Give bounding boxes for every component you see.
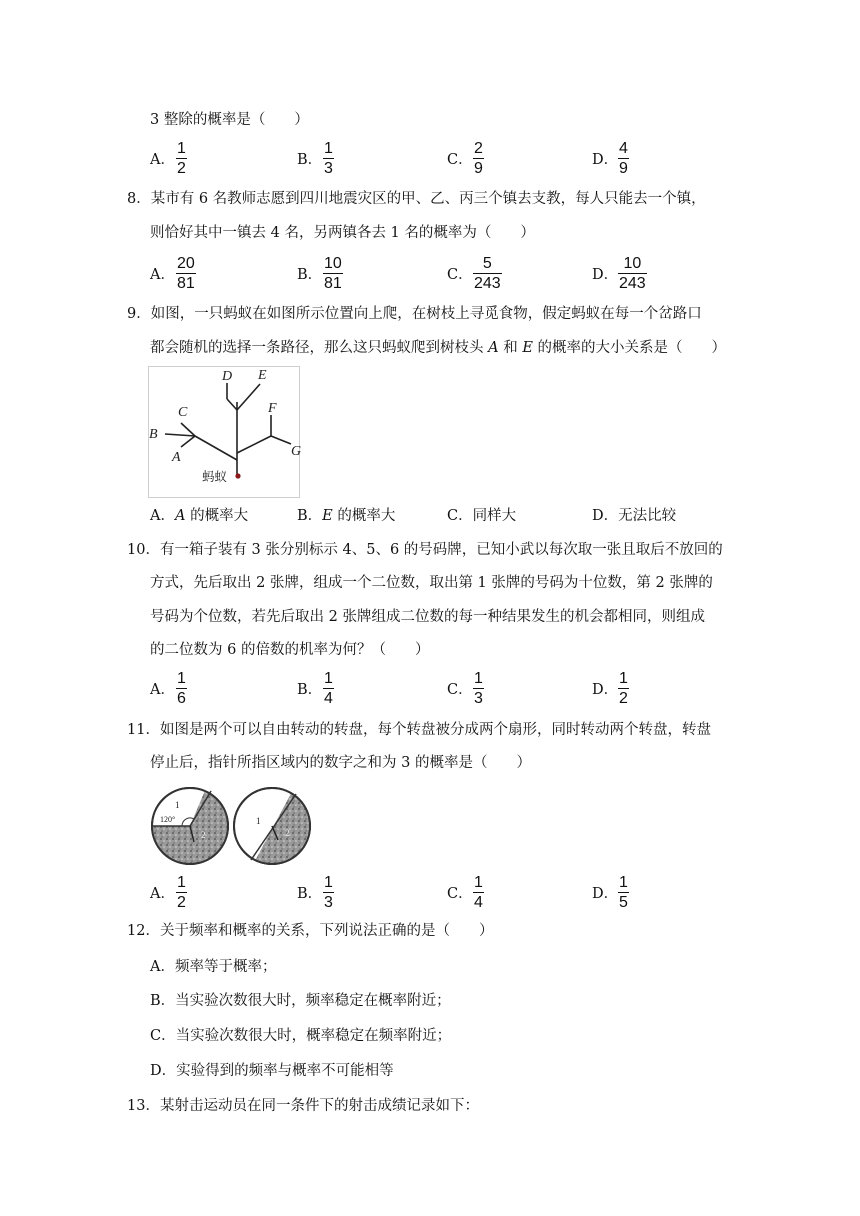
q11-stem-line2: 停止后，指针所指区域内的数字之和为 3 的概率是（ ） (150, 755, 531, 771)
fraction: 1 4 (474, 874, 483, 911)
q8-stem-line2: 则恰好其中一镇去 4 名，另两镇各去 1 名的概率为（ ） (150, 225, 535, 241)
fraction: 1 3 (324, 874, 333, 911)
q11-options: A． 1 2 B． 1 3 C． 1 4 D． 1 5 (150, 874, 628, 911)
fraction: 10 243 (619, 255, 646, 292)
left-region-1: 1 (175, 800, 180, 810)
label-g: G (291, 444, 302, 459)
q12-option-b[interactable]: B．当实验次数很大时，频率稳定在概率附近； (150, 993, 451, 1009)
q10-stem-line2: 方式，先后取出 2 张牌，组成一个二位数，取出第 1 张牌的号码为十位数，第 2 张牌的 (150, 575, 713, 591)
spinner-figure (148, 784, 314, 868)
fraction: 1 5 (619, 874, 628, 911)
fraction: 20 81 (177, 255, 195, 292)
label-c: C (178, 405, 188, 420)
q8-options: A． 20 81 B． 10 81 C． 5 243 D． 10 243 (150, 255, 646, 292)
label-d: D (222, 369, 233, 384)
q9-option-b[interactable]: B．E 的概率大 (297, 508, 396, 524)
fraction: 5 243 (474, 255, 501, 292)
left-region-2: 2 (201, 830, 206, 840)
q12-option-c[interactable]: C．当实验次数很大时，概率稳定在频率附近； (150, 1028, 452, 1044)
right-region-2: 2 (285, 828, 290, 838)
ant-tree-figure (148, 366, 300, 498)
label-ant: 蚂蚁 (202, 469, 228, 484)
q11-stem-line1: 11．如图是两个可以自由转动的转盘，每个转盘被分成两个扇形，同时转动两个转盘，转盘 (127, 722, 711, 738)
q7-stem: 3 整除的概率是（ ） (150, 112, 309, 128)
q12-option-d[interactable]: D．实验得到的频率与概率不可能相等 (150, 1063, 394, 1079)
fraction: 1 2 (177, 140, 186, 177)
q10-stem-line4: 的二位数为 6 的倍数的机率为何？（ ） (150, 642, 430, 658)
left-spinner (152, 764, 238, 874)
q12-stem: 12．关于频率和概率的关系，下列说法正确的是（ ） (127, 923, 494, 939)
ant-dot (235, 473, 240, 478)
fraction: 2 9 (474, 140, 483, 177)
q12-option-a[interactable]: A．频率等于概率； (150, 959, 277, 975)
q7-options: A． 1 2 B． 1 3 C． 2 9 D． 4 9 (150, 140, 628, 177)
label-f: F (268, 401, 277, 416)
q9-option-c[interactable]: C．同样大 (447, 508, 517, 524)
right-spinner (234, 784, 348, 874)
q9-option-d[interactable]: D．无法比较 (592, 508, 677, 524)
q9-stem-line2: 都会随机的选择一条路径，那么这只蚂蚁爬到树枝头 A 和 E 的概率的大小关系是（ ） (150, 340, 727, 356)
q8-stem-line1: 8．某市有 6 名教师志愿到四川地震灾区的甲、乙、丙三个镇去支教，每人只能去一个镇， (127, 191, 706, 207)
label-a: A (172, 450, 181, 465)
fraction: 1 2 (177, 874, 186, 911)
left-angle: 120° (160, 815, 176, 824)
q9-stem-line1: 9．如图，一只蚂蚁在如图所示位置向上爬，在树枝上寻觅食物，假定蚂蚁在每一个岔路口 (127, 306, 702, 322)
q10-stem-line3: 号码为个位数，若先后取出 2 张牌组成二位数的每一种结果发生的机会都相同，则组成 (150, 609, 705, 625)
fraction: 4 9 (619, 140, 628, 177)
label-e: E (258, 368, 267, 383)
q10-options: A． 1 6 B． 1 4 C． 1 3 D． 1 2 (150, 670, 628, 707)
fraction: 1 6 (177, 670, 186, 707)
fraction: 10 81 (324, 255, 342, 292)
fraction: 1 4 (324, 670, 333, 707)
label-b: B (149, 427, 158, 442)
q9-options (150, 506, 750, 526)
q9-option-a[interactable]: A．A 的概率大 (150, 508, 249, 524)
fraction: 1 3 (474, 670, 483, 707)
q10-stem-line1: 10．有一箱子装有 3 张分别标示 4、5、6 的号码牌，已知小武以每次取一张且取后不放回的 (127, 542, 723, 558)
q13-stem: 13．某射击运动员在同一条件下的射击成绩记录如下： (127, 1098, 479, 1114)
fraction: 1 2 (619, 670, 628, 707)
right-region-1: 1 (256, 816, 261, 826)
fraction: 1 3 (324, 140, 333, 177)
